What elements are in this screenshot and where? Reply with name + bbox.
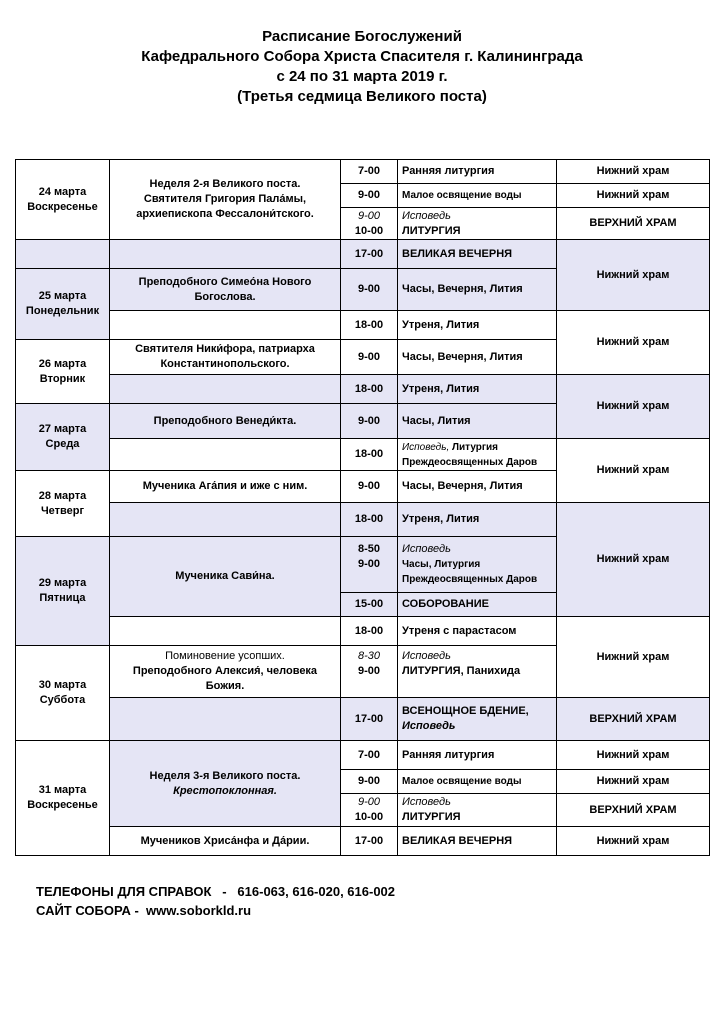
time-cell: 18-00 [341, 617, 398, 646]
table-row [16, 698, 710, 741]
time-cell: 15-00 [341, 593, 398, 617]
weekday-label: Четверг [40, 504, 85, 517]
service-cell [398, 537, 557, 593]
time-cell: 18-00 [341, 311, 398, 340]
phones-line: ТЕЛЕФОНЫ ДЛЯ СПРАВОК - 616-063, 616-020, 616-002 [36, 884, 396, 899]
saint-line: Преподобного Алексия́, человека [132, 665, 318, 677]
weekday-label: Среда [45, 438, 80, 450]
saint-cell: Преподобного Венеди́кта. [110, 404, 341, 439]
service-cell: Ранняя литургия [398, 741, 557, 770]
service-cell: ВЕЛИКАЯ ВЕЧЕРНЯ [398, 240, 557, 269]
location-cell: Нижний храм [557, 617, 710, 698]
service-line: Литургия [452, 441, 499, 453]
title-line-2: Кафедрального Собора Христа Спасителя г. Калининграда [141, 48, 583, 65]
weekday-label: Вторник [39, 372, 86, 385]
schedule-table [15, 159, 710, 856]
location-cell: Нижний храм [557, 770, 710, 794]
date-cell [16, 741, 110, 856]
saint-line: Божия. [205, 680, 245, 692]
service-cell [398, 439, 557, 471]
saint-cell: Мученика Ага́пия и иже с ним. [110, 471, 341, 503]
service-cell: Утреня, Лития [398, 375, 557, 404]
weekday-label: Понедельник [25, 305, 100, 317]
date-cell [16, 160, 110, 240]
time-value: 8-30 [357, 650, 381, 662]
date-cell [16, 404, 110, 471]
table-row [16, 827, 710, 856]
service-cell: СОБОРОВАНИЕ [398, 593, 557, 617]
location-cell: ВЕРХНИЙ ХРАМ [557, 698, 710, 741]
location-cell: ВЕРХНИЙ ХРАМ [557, 794, 710, 827]
time-value: 9-00 [357, 558, 381, 570]
time-cell [341, 208, 398, 240]
date-label: 26 марта [38, 357, 87, 370]
time-value: 10-00 [354, 224, 384, 237]
saint-line: Преподобного Симео́на Нового [138, 275, 312, 288]
saint-line: Богослова. [194, 290, 256, 303]
saint-line: Святителя Григория Пала́мы, [143, 193, 307, 205]
location-cell: Нижний храм [557, 503, 710, 617]
saint-cell-empty [110, 503, 341, 537]
date-label: 28 марта [38, 489, 87, 502]
saint-cell: Мучеников Хриса́нфа и Да́рии. [110, 827, 341, 856]
saint-line: Константинопольского. [160, 358, 290, 370]
service-cell: Утреня, Лития [398, 503, 557, 537]
page-footer [36, 882, 395, 920]
service-line: ЛИТУРГИЯ [402, 811, 461, 823]
service-cell: Часы, Вечерня, Лития [398, 340, 557, 375]
time-cell [341, 646, 398, 698]
title-line-3: с 24 по 31 марта 2019 г. [276, 68, 448, 85]
service-cell [398, 208, 557, 240]
table-row [16, 311, 710, 340]
table-row [16, 503, 710, 537]
time-cell: 9-00 [341, 184, 398, 208]
service-line: Преждеосвященных Даров [402, 456, 538, 468]
weekday-label: Пятница [39, 592, 86, 604]
saint-line: Крестопоклонная. [173, 784, 277, 797]
saint-cell: Мученика Сави́на. [110, 537, 341, 617]
saint-cell-empty [110, 439, 341, 471]
saint-line: Неделя 3-я Великого поста. [149, 769, 301, 782]
service-line: Часы, Литургия [402, 559, 481, 570]
service-cell [398, 646, 557, 698]
time-value: 9-00 [357, 209, 381, 222]
time-value: 9-00 [357, 796, 381, 808]
date-label: 27 марта [38, 423, 87, 435]
time-cell [341, 537, 398, 593]
table-row [16, 439, 710, 471]
date-cell [16, 537, 110, 646]
time-cell: 18-00 [341, 375, 398, 404]
service-cell: Часы, Вечерня, Лития [398, 269, 557, 311]
service-cell: ВЕЛИКАЯ ВЕЧЕРНЯ [398, 827, 557, 856]
service-line: ЛИТУРГИЯ, Панихида [402, 665, 521, 677]
service-line: ЛИТУРГИЯ [402, 224, 461, 237]
service-line: Исповедь [402, 209, 451, 222]
time-cell: 17-00 [341, 240, 398, 269]
service-cell: Ранняя литургия [398, 160, 557, 184]
time-cell: 9-00 [341, 471, 398, 503]
time-value: 9-00 [357, 665, 381, 677]
weekday-label: Воскресенье [27, 200, 98, 213]
location-cell: Нижний храм [557, 741, 710, 770]
page-header [0, 27, 724, 107]
saint-line: Святителя Ники́фора, патриарха [135, 343, 315, 355]
date-label: 29 марта [38, 577, 87, 589]
saint-cell [110, 160, 341, 240]
location-cell: Нижний храм [557, 160, 710, 184]
saint-cell-empty [110, 240, 341, 269]
time-cell: 9-00 [341, 269, 398, 311]
table-row [16, 617, 710, 646]
time-value: 8-50 [357, 543, 381, 555]
service-line: Исповедь [402, 796, 451, 808]
date-cell [16, 471, 110, 537]
saint-cell [110, 646, 341, 698]
location-cell: Нижний храм [557, 184, 710, 208]
service-cell: Утреня с парастасом [398, 617, 557, 646]
date-label: 24 марта [38, 185, 87, 198]
saint-line: Поминовение усопших. [165, 650, 285, 662]
location-cell: Нижний храм [557, 311, 710, 375]
time-cell: 7-00 [341, 160, 398, 184]
service-cell [398, 794, 557, 827]
date-cell-empty [16, 240, 110, 269]
location-cell: ВЕРХНИЙ ХРАМ [557, 208, 710, 240]
weekday-label: Суббота [39, 694, 86, 706]
site-line: САЙТ СОБОРА - www.soborkld.ru [36, 903, 252, 918]
time-cell [341, 794, 398, 827]
date-label: 31 марта [38, 784, 87, 796]
time-cell: 17-00 [341, 827, 398, 856]
time-cell: 18-00 [341, 439, 398, 471]
service-line: ВСЕНОЩНОЕ БДЕНИЕ, [402, 705, 529, 717]
weekday-label: Воскресенье [27, 799, 98, 811]
saint-line: архиепископа Фессалони́тского. [136, 208, 314, 220]
service-line: Исповедь [402, 650, 451, 662]
service-cell: Малое освящение воды [398, 184, 557, 208]
saint-cell-empty [110, 617, 341, 646]
date-label: 25 марта [38, 290, 87, 302]
service-line: Преждеосвященных Даров [402, 574, 538, 585]
service-line: Исповедь, [402, 441, 450, 453]
service-cell: Малое освящение воды [398, 770, 557, 794]
table-row [16, 240, 710, 269]
time-cell: 9-00 [341, 770, 398, 794]
location-cell: Нижний храм [557, 375, 710, 439]
table-row [16, 160, 710, 184]
saint-cell [110, 741, 341, 827]
saint-cell [110, 340, 341, 375]
location-cell: Нижний храм [557, 240, 710, 311]
date-cell [16, 646, 110, 741]
saint-line: Неделя 2-я Великого поста. [149, 178, 301, 190]
time-cell: 18-00 [341, 503, 398, 537]
location-cell: Нижний храм [557, 827, 710, 856]
time-cell: 9-00 [341, 404, 398, 439]
date-label: 30 марта [38, 679, 87, 691]
service-line: Исповедь [402, 543, 451, 555]
table-row [16, 741, 710, 770]
saint-cell [110, 269, 341, 311]
saint-cell-empty [110, 311, 341, 340]
service-line: Исповедь [402, 720, 456, 732]
time-value: 10-00 [354, 811, 384, 823]
service-cell: Утреня, Лития [398, 311, 557, 340]
time-cell: 7-00 [341, 741, 398, 770]
service-cell [398, 698, 557, 741]
title-line-4: (Третья седмица Великого поста) [237, 88, 487, 105]
saint-cell-empty [110, 375, 341, 404]
table-row [16, 375, 710, 404]
time-cell: 17-00 [341, 698, 398, 741]
saint-cell-empty [110, 698, 341, 741]
title-line-1: Расписание Богослужений [262, 28, 462, 45]
service-cell: Часы, Вечерня, Лития [398, 471, 557, 503]
service-cell: Часы, Лития [398, 404, 557, 439]
time-cell: 9-00 [341, 340, 398, 375]
date-cell [16, 269, 110, 340]
date-cell [16, 340, 110, 404]
location-cell: Нижний храм [557, 439, 710, 503]
